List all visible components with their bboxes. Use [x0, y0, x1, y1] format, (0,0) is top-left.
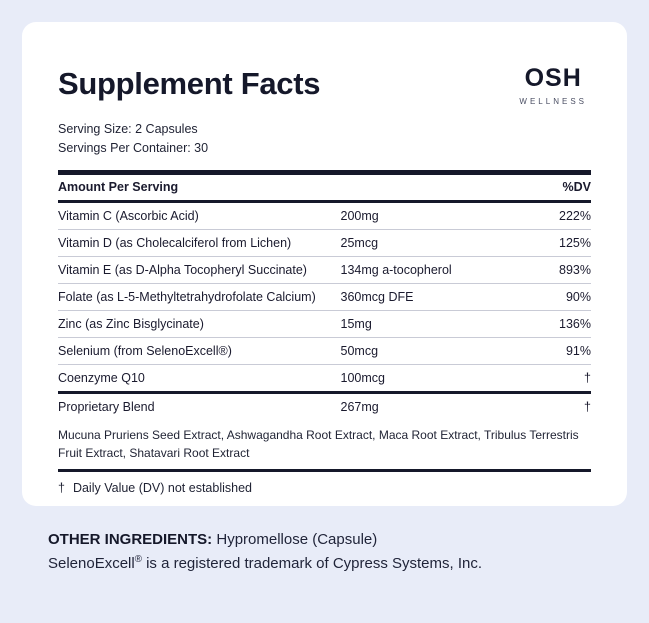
blend-name: Proprietary Blend [58, 392, 341, 420]
table-body [58, 201, 591, 469]
table-row [58, 310, 591, 337]
proprietary-blend-row [58, 392, 591, 420]
dagger-symbol: † [58, 480, 65, 495]
table-header-row [58, 175, 591, 202]
column-header-amount [341, 175, 512, 202]
blend-amount: 267mg [341, 392, 512, 420]
registered-mark-icon: ® [134, 554, 142, 565]
nutrient-name: Vitamin D (as Cholecalciferol from Lichen) [58, 229, 341, 256]
nutrient-name: Coenzyme Q10 [58, 364, 341, 392]
trademark-text: is a registered trademark of Cypress Systems, Inc. [141, 555, 483, 572]
footnote [58, 472, 591, 495]
table-row [58, 364, 591, 392]
column-header-amount-per-serving: Amount Per Serving [58, 179, 179, 194]
table-row [58, 256, 591, 283]
supplement-facts-table [58, 175, 591, 469]
nutrient-dv: 893% [511, 256, 591, 283]
nutrient-amount: 100mcg [341, 364, 512, 392]
column-header-dv: %DV [562, 179, 591, 194]
trademark-notice [48, 552, 601, 576]
servings-per-container: Servings Per Container: 30 [58, 140, 209, 155]
table-row [58, 201, 591, 229]
brand-name: OSH [524, 64, 582, 92]
page-title: Supplement Facts [58, 66, 321, 101]
nutrient-amount: 50mcg [341, 337, 512, 364]
nutrient-name: Zinc (as Zinc Bisglycinate) [58, 310, 341, 337]
blend-ingredients: Mucuna Pruriens Seed Extract, Ashwagandha Root Extract, Maca Root Extract, Tribulus Terrestris Fruit Extract, Shatavari Root Extract [58, 427, 579, 461]
nutrient-amount: 15mg [341, 310, 512, 337]
other-ingredients-line [48, 528, 601, 552]
nutrient-dv: 222% [511, 201, 591, 229]
nutrient-name: Folate (as L-5-Methyltetrahydrofolate Calcium) [58, 283, 341, 310]
nutrient-dv: 90% [511, 283, 591, 310]
nutrient-amount: 200mg [341, 201, 512, 229]
table-row [58, 283, 591, 310]
table-row [58, 229, 591, 256]
other-ingredients-label: OTHER INGREDIENTS: [48, 531, 213, 548]
footnote-text: Daily Value (DV) not established [72, 480, 252, 495]
table-head [58, 175, 591, 202]
nutrient-amount: 360mcg DFE [341, 283, 512, 310]
brand-logo [519, 66, 587, 106]
serving-size: Serving Size: 2 Capsules [58, 122, 198, 136]
blend-dv: † [511, 392, 591, 420]
supplement-facts-panel [22, 22, 627, 506]
nutrient-amount: 25mcg [341, 229, 512, 256]
nutrient-dv: 136% [511, 310, 591, 337]
nutrient-amount: 134mg a-tocopherol [341, 256, 512, 283]
nutrient-dv: 91% [511, 337, 591, 364]
serving-info [58, 120, 591, 158]
nutrient-name: Vitamin E (as D-Alpha Tocopheryl Succinate) [58, 256, 341, 283]
other-ingredients-value: Hypromellose (Capsule) [216, 531, 378, 548]
nutrient-dv: 125% [511, 229, 591, 256]
nutrient-name: Vitamin C (Ascorbic Acid) [58, 201, 341, 229]
nutrient-name: Selenium (from SelenoExcell®) [58, 337, 341, 364]
other-ingredients-section [22, 506, 627, 576]
brand-tagline: WELLNESS [519, 97, 587, 106]
nutrient-dv: † [511, 364, 591, 392]
trademark-name: SelenoExcell [48, 555, 135, 572]
proprietary-blend-ingredients-row [58, 420, 591, 469]
table-row [58, 337, 591, 364]
